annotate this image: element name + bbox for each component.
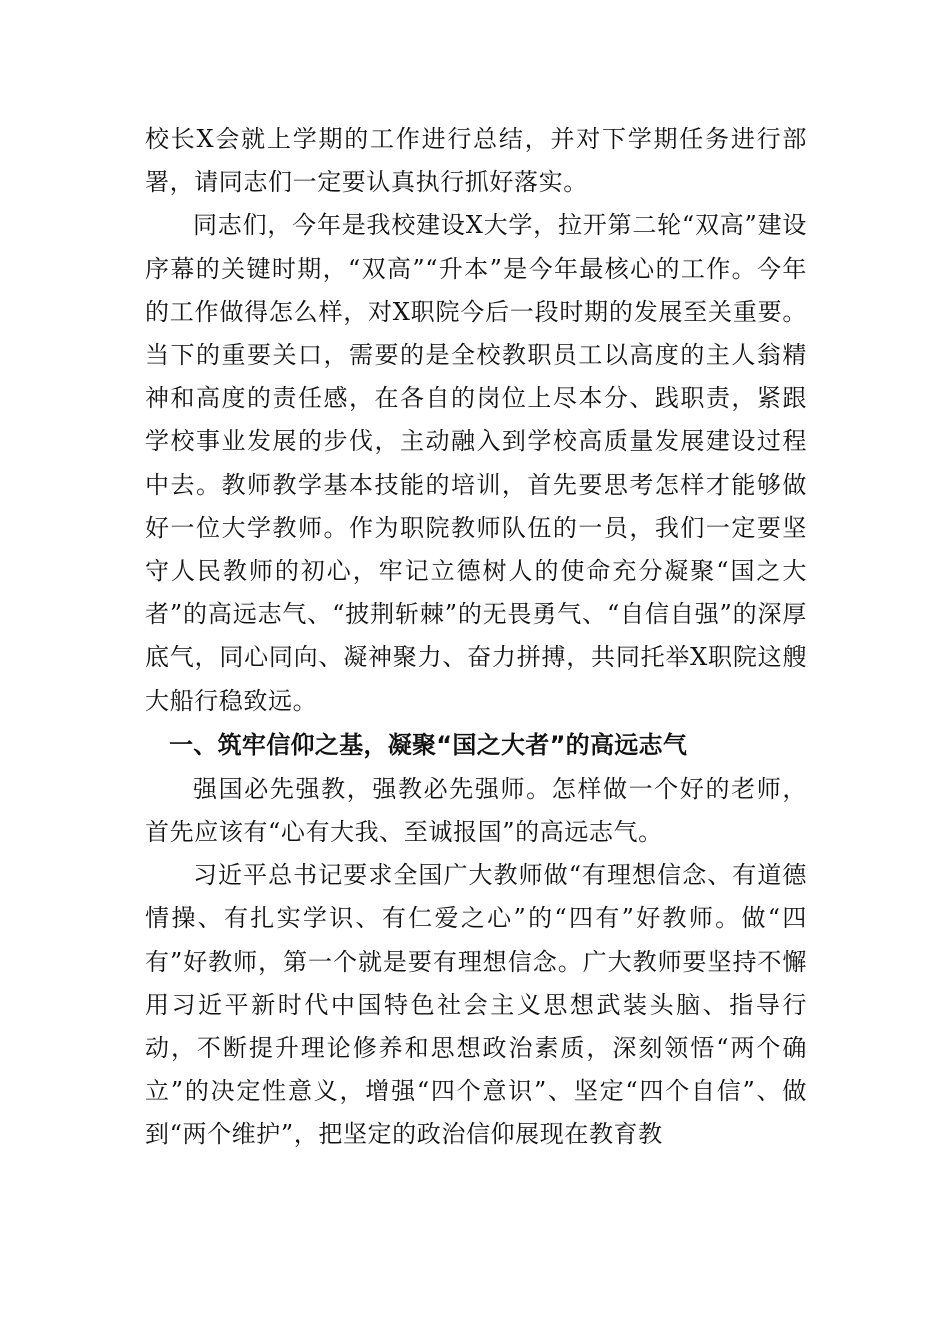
section-heading-1: 一、筑牢信仰之基，凝聚“国之大者”的高远志气 [169, 730, 688, 759]
paragraph-opening-remarks: 同志们，今年是我校建设X大学，拉开第二轮“双高”建设序幕的关键时期，“双高”“升本”是今年最核心的工作。今年的工作做得怎么样，对X职院今后一段时期的发展至关重要。当下的重要关口，需要的是全校教职员工以高度的主人翁精神和高度的责任感，在各自的岗位上尽本分、践职责，紧跟学校事业发展的步伐，主动融入到学校高质量发展建设过程中去。教师教学基本技能的培训，首先要思考怎样才能够做好一位大学教师。作为职院教师队伍的一员，我们一定要坚守人民教师的初心，牢记立德树人的使命充分凝聚“国之大者”的高远志气、“披荆斩棘”的无畏勇气、“自信自强”的深厚底气，同心同向、凝神聚力、奋力拼搏，共同托举X职院这艘大船行稳致远。 [145, 211, 807, 715]
paragraph-strong-teachers: 强国必先强教，强教必先强师。怎样做一个好的老师，首先应该有“心有大我、至诚报国”的高远志气。 [145, 774, 807, 847]
document-page [145, 118, 807, 1157]
paragraph-continuation: 校长X会就上学期的工作进行总结，并对下学期任务进行部署，请同志们一定要认真执行抓好落实。 [145, 125, 807, 197]
paragraph-four-haves: 习近平总书记要求全国广大教师做“有理想信念、有道德情操、有扎实学识、有仁爱之心”的“四有”好教师。做“四有”好教师，第一个就是要有理想信念。广大教师要坚持不懈用习近平新时代中国特色社会主义思想武装头脑、指导行动，不断提升理论修养和思想政治素质，深刻领悟“两个确立”的决定性意义，增强“四个意识”、坚定“四个自信”、做到“两个维护”，把坚定的政治信仰展现在教育教 [145, 861, 807, 1149]
